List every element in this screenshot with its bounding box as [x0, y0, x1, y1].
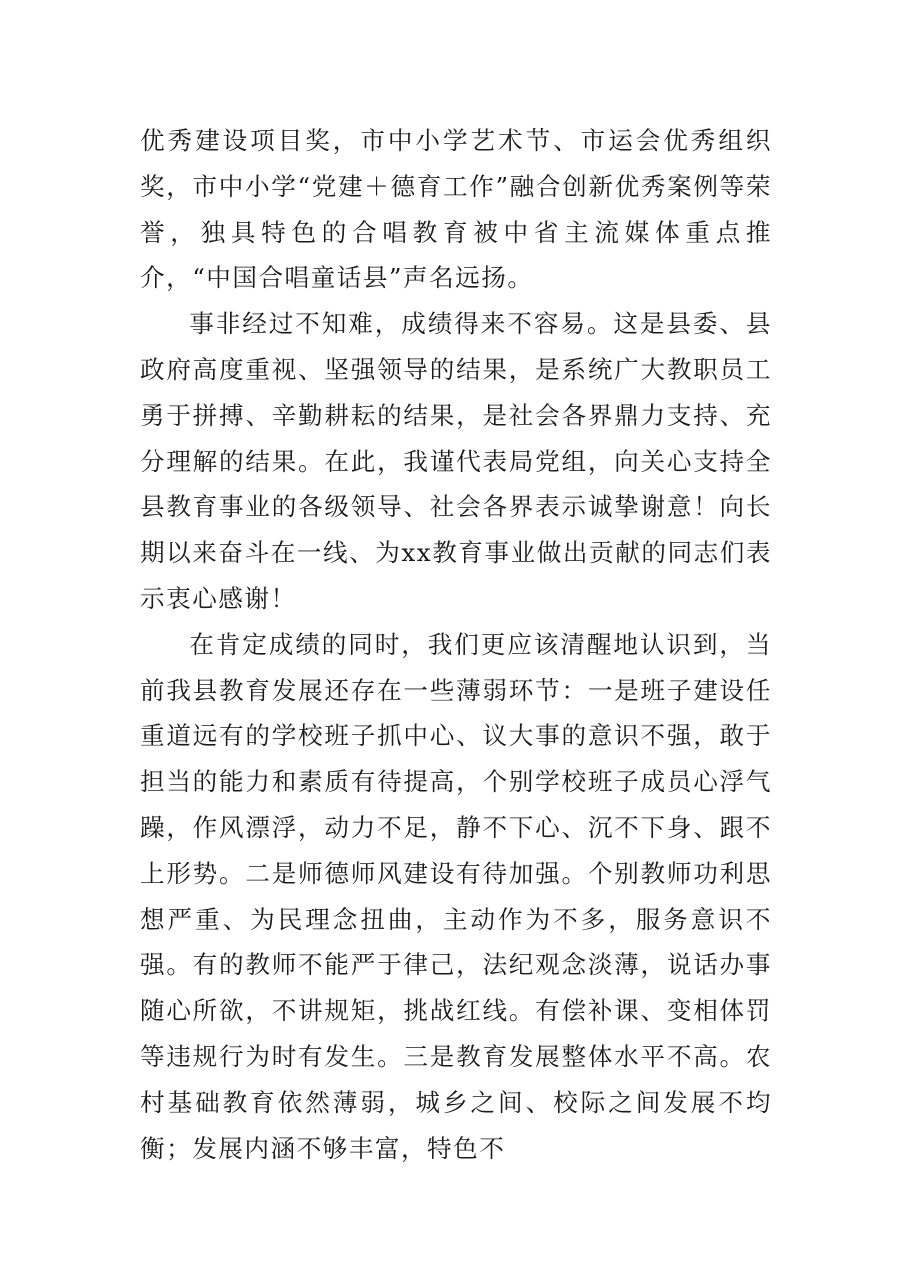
- document-page: [140, 118, 772, 1171]
- paragraph-2: 事非经过不知难，成绩得来不容易。这是县委、县政府高度重视、坚强领导的结果，是系统广大教职员工勇于拼搏、辛勤耕耘的结果，是社会各界鼎力支持、充分理解的结果。在此，我谨代表局党组，向关心支持全县教育事业的各级领导、社会各界表示诚挚谢意！向长期以来奋斗在一线、为xx教育事业做出贡献的同志们表示衷心感谢！: [140, 309, 772, 613]
- paragraph-1: 优秀建设项目奖，市中小学艺术节、市运会优秀组织奖，市中小学“党建＋德育工作”融合创新优秀案例等荣誉，独具特色的合唱教育被中省主流媒体重点推介，“中国合唱童话县”声名远扬。: [140, 126, 772, 293]
- paragraph-3: 在肯定成绩的同时，我们更应该清醒地认识到，当前我县教育发展还存在一些薄弱环节：一是班子建设任重道远有的学校班子抓中心、议大事的意识不强，敢于担当的能力和素质有待提高，个别学校班子成员心浮气躁，作风漂浮，动力不足，静不下心、沉不下身、跟不上形势。二是师德师风建设有待加强。个别教师功利思想严重、为民理念扭曲，主动作为不多，服务意识不强。有的教师不能严于律己，法纪观念淡薄，说话办事随心所欲，不讲规矩，挑战红线。有偿补课、变相体罚等违规行为时有发生。三是教育发展整体水平不高。农村基础教育依然薄弱，城乡之间、校际之间发展不均衡；发展内涵不够丰富，特色不: [140, 629, 772, 1163]
